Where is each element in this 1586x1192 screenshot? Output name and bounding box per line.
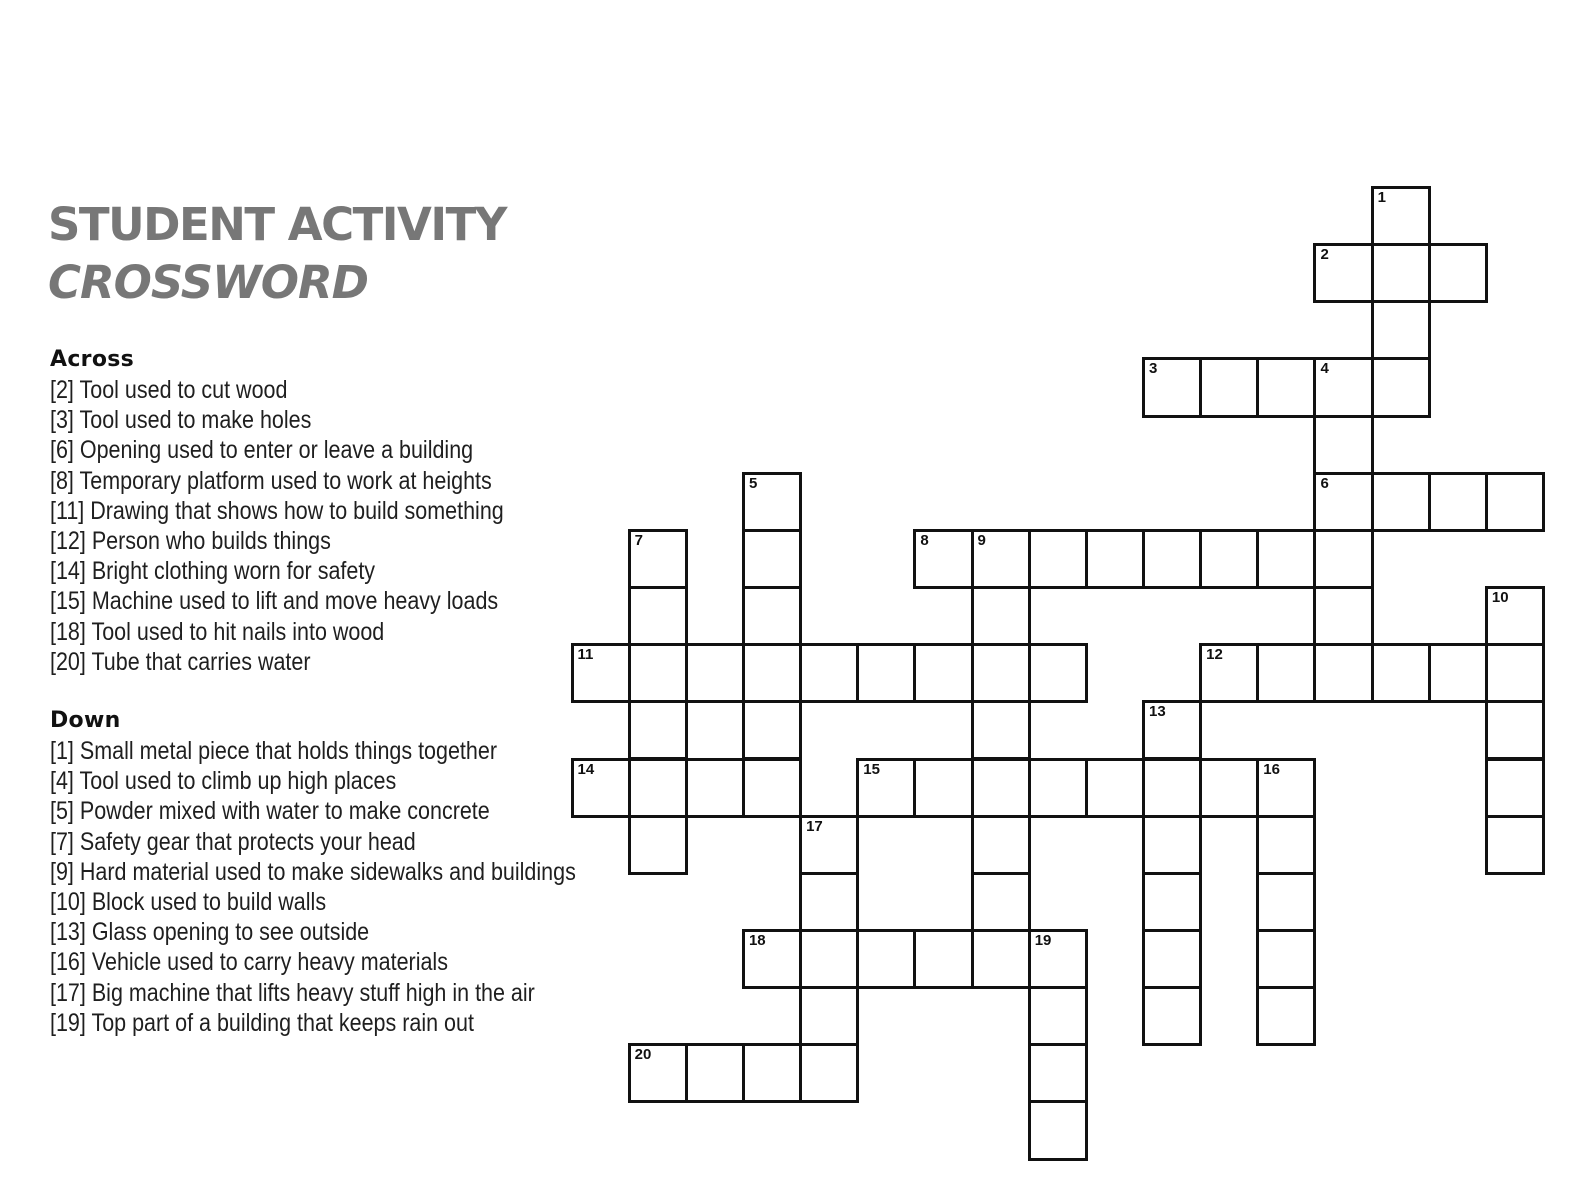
clue-number-label: 17 (806, 817, 823, 835)
crossword-cell[interactable] (913, 758, 973, 818)
clue-number-label: 9 (977, 531, 986, 549)
crossword-cell[interactable] (742, 472, 802, 532)
title-crossword: CROSSWORD (48, 256, 369, 309)
crossword-cell[interactable] (628, 758, 688, 818)
crossword-cell[interactable] (1142, 872, 1202, 932)
crossword-cell[interactable] (1371, 643, 1431, 703)
crossword-cell[interactable] (1028, 929, 1088, 989)
crossword-cell[interactable] (628, 815, 688, 875)
crossword-cell[interactable] (1371, 300, 1431, 360)
crossword-cell[interactable] (1256, 758, 1316, 818)
crossword-cell[interactable] (913, 929, 973, 989)
crossword-cell[interactable] (1085, 529, 1145, 589)
crossword-cell[interactable] (1256, 529, 1316, 589)
crossword-cell[interactable] (971, 529, 1031, 589)
crossword-cell[interactable] (742, 758, 802, 818)
crossword-cell[interactable] (628, 529, 688, 589)
crossword-cell[interactable] (1371, 357, 1431, 417)
clue-number-label: 10 (1491, 589, 1509, 607)
crossword-cell[interactable] (1313, 415, 1373, 475)
down-clue: [9] Hard material used to make sidewalks and buildings (50, 857, 576, 886)
crossword-cell[interactable] (799, 1043, 859, 1103)
crossword-cell[interactable] (1142, 700, 1202, 760)
crossword-cell[interactable] (742, 643, 802, 703)
across-clue: [8] Temporary platform used to work at heights (50, 466, 492, 495)
crossword-cell[interactable] (971, 815, 1031, 875)
clue-number-label: 1 (1377, 189, 1386, 206)
across-clue: [18] Tool used to hit nails into wood (50, 617, 385, 646)
crossword-cell[interactable] (685, 758, 745, 818)
crossword-cell[interactable] (1256, 357, 1316, 417)
crossword-cell[interactable] (1313, 243, 1373, 303)
crossword-cell[interactable] (1028, 1100, 1088, 1160)
crossword-cell[interactable] (1028, 986, 1088, 1046)
clue-number-label: 5 (748, 474, 758, 492)
clue-number-label: 3 (1149, 360, 1158, 378)
crossword-cell[interactable] (1256, 986, 1316, 1046)
crossword-cell[interactable] (1142, 929, 1202, 989)
across-clue: [12] Person who builds things (50, 526, 331, 555)
crossword-cell[interactable] (1256, 872, 1316, 932)
crossword-cell[interactable] (1028, 758, 1088, 818)
crossword-cell[interactable] (742, 1043, 802, 1103)
crossword-cell[interactable] (742, 929, 802, 989)
down-clue: [7] Safety gear that protects your head (50, 827, 416, 856)
down-clue: [13] Glass opening to see outside (50, 918, 370, 947)
crossword-cell[interactable] (571, 758, 631, 818)
crossword-cell[interactable] (799, 815, 859, 875)
crossword-cell[interactable] (1028, 529, 1088, 589)
across-clue: [20] Tube that carries water (50, 647, 311, 676)
clue-number-label: 14 (577, 760, 595, 778)
clue-number-label: 11 (577, 646, 594, 664)
crossword-cell[interactable] (1142, 986, 1202, 1046)
crossword-cell[interactable] (1199, 758, 1259, 818)
crossword-cell[interactable] (1256, 815, 1316, 875)
crossword-cell[interactable] (1313, 643, 1373, 703)
crossword-cell[interactable] (971, 700, 1031, 760)
crossword-cell[interactable] (1313, 357, 1373, 417)
crossword-cell[interactable] (1199, 529, 1259, 589)
crossword-cell[interactable] (856, 758, 916, 818)
across-clue: [15] Machine used to lift and move heavy loads (50, 587, 499, 616)
clue-number-label: 20 (634, 1046, 652, 1064)
clue-number-label: 13 (1149, 703, 1166, 721)
crossword-cell[interactable] (1199, 357, 1259, 417)
crossword-cell[interactable] (1085, 758, 1145, 818)
crossword-cell[interactable] (1256, 643, 1316, 703)
crossword-cell[interactable] (1485, 700, 1545, 760)
crossword-cell[interactable] (856, 929, 916, 989)
crossword-cell[interactable] (1485, 758, 1545, 818)
crossword-cell[interactable] (628, 1043, 688, 1103)
crossword-cell[interactable] (571, 643, 631, 703)
crossword-cell[interactable] (971, 872, 1031, 932)
down-clues-section (50, 706, 661, 1038)
clue-number-label: 15 (863, 760, 880, 778)
crossword-cell[interactable] (1428, 643, 1488, 703)
crossword-cell[interactable] (1485, 472, 1545, 532)
crossword-cell[interactable] (1142, 529, 1202, 589)
crossword-cell[interactable] (1313, 529, 1373, 589)
crossword-cell[interactable] (685, 643, 745, 703)
across-clue: [6] Opening used to enter or leave a building (50, 436, 474, 465)
crossword-cell[interactable] (799, 929, 859, 989)
across-heading: Across (50, 347, 135, 372)
crossword-cell[interactable] (685, 1043, 745, 1103)
crossword-cell[interactable] (1371, 472, 1431, 532)
title-student-activity: STUDENT ACTIVITY (48, 198, 506, 251)
down-clue: [17] Big machine that lifts heavy stuff high in the air (50, 978, 535, 1007)
crossword-cell[interactable] (913, 529, 973, 589)
down-heading: Down (50, 708, 121, 733)
down-clue: [10] Block used to build walls (50, 887, 327, 916)
crossword-cell[interactable] (971, 643, 1031, 703)
crossword-cell[interactable] (1199, 643, 1259, 703)
crossword-cell[interactable] (742, 529, 802, 589)
clue-number-label: 7 (634, 531, 643, 549)
crossword-cell[interactable] (1485, 586, 1545, 646)
crossword-cell[interactable] (971, 586, 1031, 646)
crossword-cell[interactable] (1028, 1043, 1088, 1103)
crossword-cell[interactable] (1142, 357, 1202, 417)
crossword-cell[interactable] (742, 586, 802, 646)
clue-number-label: 2 (1320, 246, 1329, 264)
crossword-cell[interactable] (742, 700, 802, 760)
crossword-cell[interactable] (1142, 758, 1202, 818)
crossword-cell[interactable] (913, 643, 973, 703)
clue-number-label: 8 (920, 531, 929, 549)
crossword-cell[interactable] (1485, 643, 1545, 703)
crossword-cell[interactable] (1028, 643, 1088, 703)
crossword-cell[interactable] (1313, 472, 1373, 532)
across-clue: [11] Drawing that shows how to build something (50, 496, 504, 525)
crossword-cell[interactable] (628, 700, 688, 760)
crossword-cell[interactable] (1371, 186, 1431, 246)
clue-number-label: 19 (1034, 931, 1052, 949)
crossword-cell[interactable] (628, 643, 688, 703)
crossword-cell[interactable] (971, 758, 1031, 818)
crossword-cell[interactable] (1256, 929, 1316, 989)
crossword-cell[interactable] (1371, 243, 1431, 303)
down-clue: [5] Powder mixed with water to make concrete (50, 797, 490, 826)
clue-number-label: 12 (1206, 646, 1223, 664)
clue-number-label: 16 (1263, 760, 1280, 778)
crossword-cell[interactable] (1485, 815, 1545, 875)
across-clue: [14] Bright clothing worn for safety (50, 557, 376, 586)
clue-number-label: 4 (1320, 360, 1329, 378)
crossword-cell[interactable] (628, 586, 688, 646)
crossword-cell[interactable] (799, 643, 859, 703)
crossword-cell[interactable] (971, 929, 1031, 989)
across-clues-section (50, 345, 578, 677)
clue-number-label: 6 (1320, 474, 1329, 492)
across-clue: [2] Tool used to cut wood (50, 376, 288, 404)
across-clue: [3] Tool used to make holes (50, 406, 312, 435)
clue-number-label: 18 (748, 931, 766, 949)
crossword-cell[interactable] (856, 643, 916, 703)
down-clue: [19] Top part of a building that keeps rain out (50, 1008, 474, 1037)
crossword-cell[interactable] (1428, 243, 1488, 303)
crossword-cell[interactable] (1313, 586, 1373, 646)
down-clue: [1] Small metal piece that holds things together (50, 737, 497, 765)
crossword-cell[interactable] (799, 986, 859, 1046)
down-clue: [4] Tool used to climb up high places (50, 767, 397, 796)
crossword-cell[interactable] (1142, 815, 1202, 875)
down-clue: [16] Vehicle used to carry heavy materials (50, 948, 448, 977)
crossword-cell[interactable] (799, 872, 859, 932)
crossword-cell[interactable] (1428, 472, 1488, 532)
